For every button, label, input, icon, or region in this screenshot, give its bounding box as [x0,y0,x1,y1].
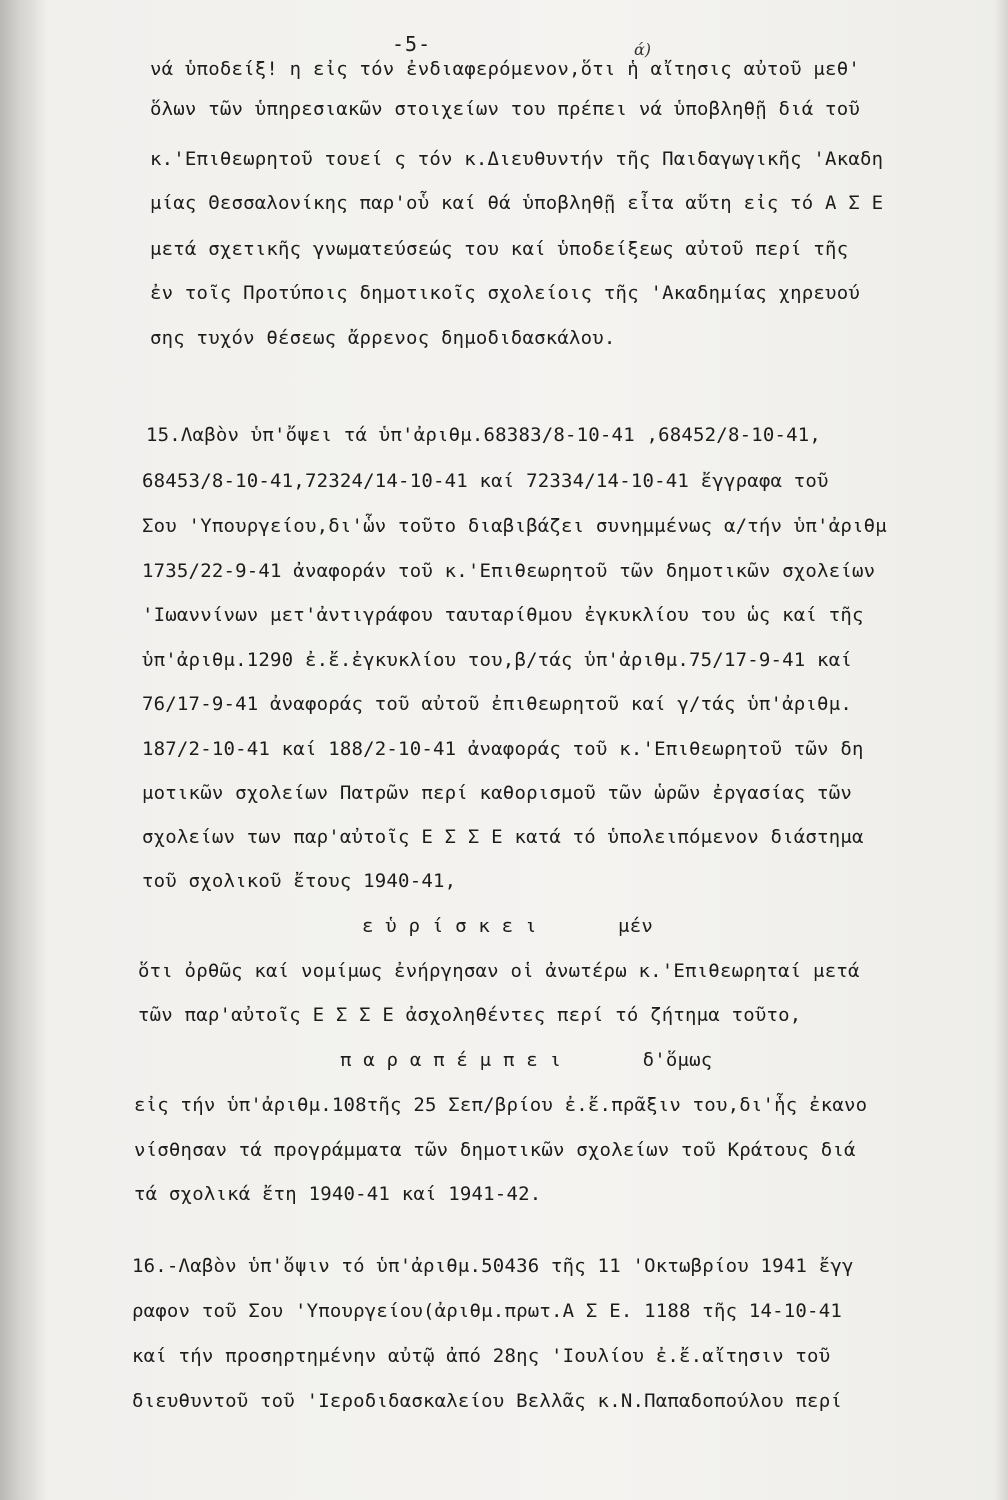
text-line: τοῦ σχολικοῦ ἔτους 1940-41, [142,870,457,892]
text-line: ραφον τοῦ Σου 'Υπουργείου(ἀριθμ.πρωτ.Α Σ Ε. 1188 τῆς 14-10-41 [132,1300,842,1322]
text-line-centered: π α ρ α π έ μ π ε ι δ'ὅμως [340,1049,713,1071]
text-line: 76/17-9-41 ἀναφοράς τοῦ αὐτοῦ ἐπιθεωρητοῦ καί γ/τάς ὑπ'ἀριθμ. [142,693,852,715]
text-line: τά σχολικά ἔτη 1940-41 καί 1941-42. [134,1183,542,1205]
scan-left-shadow [0,0,48,1500]
text-line: ὅτι ὀρθῶς καί νομίμως ἐνήργησαν οἱ ἀνωτέρω κ.'Επιθεωρηταί μετά [138,960,860,982]
text-line: ὑπ'ἀριθμ.1290 ἐ.ἔ.ἐγκυκλίου του,β/τάς ὑπ'ἀριθμ.75/17-9-41 καί [142,649,852,671]
text-line: σχολείων των παρ'αὐτοῖς Ε Σ Σ Ε κατά τό ὑπολειπόμενον διάστημα [142,826,864,848]
text-line: Σου 'Υπουργείου,δι'ὧν τοῦτο διαβιβάζει συνημμένως α/τήν ὑπ'ἀριθμ [142,515,887,537]
scan-right-shadow [994,0,1008,1500]
text-line: εἰς τήν ὑπ'ἀριθμ.108τῆς 25 Σεπ/βρίου ἐ.ἔ.πρᾶξιν του,δι'ἧς ἐκανο [134,1094,868,1116]
text-line: ἐν τοῖς Προτύποις δημοτικοῖς σχολείοις τῆς 'Ακαδημίας χηρευού [150,282,860,304]
page-number: -5- [392,32,432,56]
text-line: τῶν παρ'αὐτοῖς Ε Σ Σ Ε ἀσχοληθέντες περί τό ζήτημα τοῦτο, [138,1004,802,1026]
text-line-centered: ε ὑ ρ ί σ κ ε ι μέν [362,915,653,937]
text-line: 'Ιωαννίνων μετ'ἀντιγράφου ταυταρίθμου ἐγκυκλίου του ὡς καί τῆς [142,604,864,626]
text-line: μοτικῶν σχολείων Πατρῶν περί καθορισμοῦ τῶν ὡρῶν ἐργασίας τῶν [142,782,852,804]
text-line: νίσθησαν τά προγράμματα τῶν δημοτικῶν σχολείων τοῦ Κράτους διά [134,1139,856,1161]
text-line: διευθυντοῦ τοῦ 'Ιεροδιδασκαλείου Βελλᾶς κ.Ν.Παπαδοπούλου περί [132,1390,842,1412]
text-line: ὅλων τῶν ὑπηρεσιακῶν στοιχείων του πρέπει νά ὑποβληθῇ διά τοῦ [150,98,860,120]
text-line: καί τήν προσηρτημένην αὐτῷ ἀπό 28ης 'Ιουλίου ἐ.ἔ.αἴτησιν τοῦ [132,1345,831,1367]
text-line: 68453/8-10-41,72324/14-10-41 καί 72334/14-10-41 ἔγγραφα τοῦ [142,470,829,492]
text-line: σης τυχόν θέσεως ἄρρενος δημοδιδασκάλου. [150,327,616,349]
text-line: 187/2-10-41 καί 188/2-10-41 ἀναφοράς τοῦ κ.'Επιθεωρητοῦ τῶν δη [142,738,864,760]
text-line: μίας Θεσσαλονίκης παρ'οὗ καί θά ὑποβληθῇ εἶτα αὕτη εἰς τό Α Σ Ε [150,192,884,214]
handwritten-mark: ά) [634,40,652,59]
text-line: 15.Λαβὸν ὑπ'ὄψει τά ὑπ'ἀριθμ.68383/8-10-41 ,68452/8-10-41, [146,424,822,446]
text-line: μετά σχετικῆς γνωματεύσεώς του καί ὑποδείξεως αὐτοῦ περί τῆς [150,238,849,260]
text-line: 1735/22-9-41 ἀναφοράν τοῦ κ.'Επιθεωρητοῦ τῶν δημοτικῶν σχολείων [142,560,876,582]
text-line: νά ὑποδείξ! η εἰς τόν ἐνδιαφερόμενον,ὅτι ἡ αἴτησις αὐτοῦ μεθ' [150,58,860,80]
text-line: κ.'Επιθεωρητοῦ τουεί ς τόν κ.Διευθυντήν τῆς Παιδαγωγικῆς 'Ακαδη [150,148,884,170]
text-line: 16.-Λαβὸν ὑπ'ὄψιν τό ὑπ'ἀριθμ.50436 τῆς 11 'Οκτωβρίου 1941 ἔγγ [132,1255,854,1277]
